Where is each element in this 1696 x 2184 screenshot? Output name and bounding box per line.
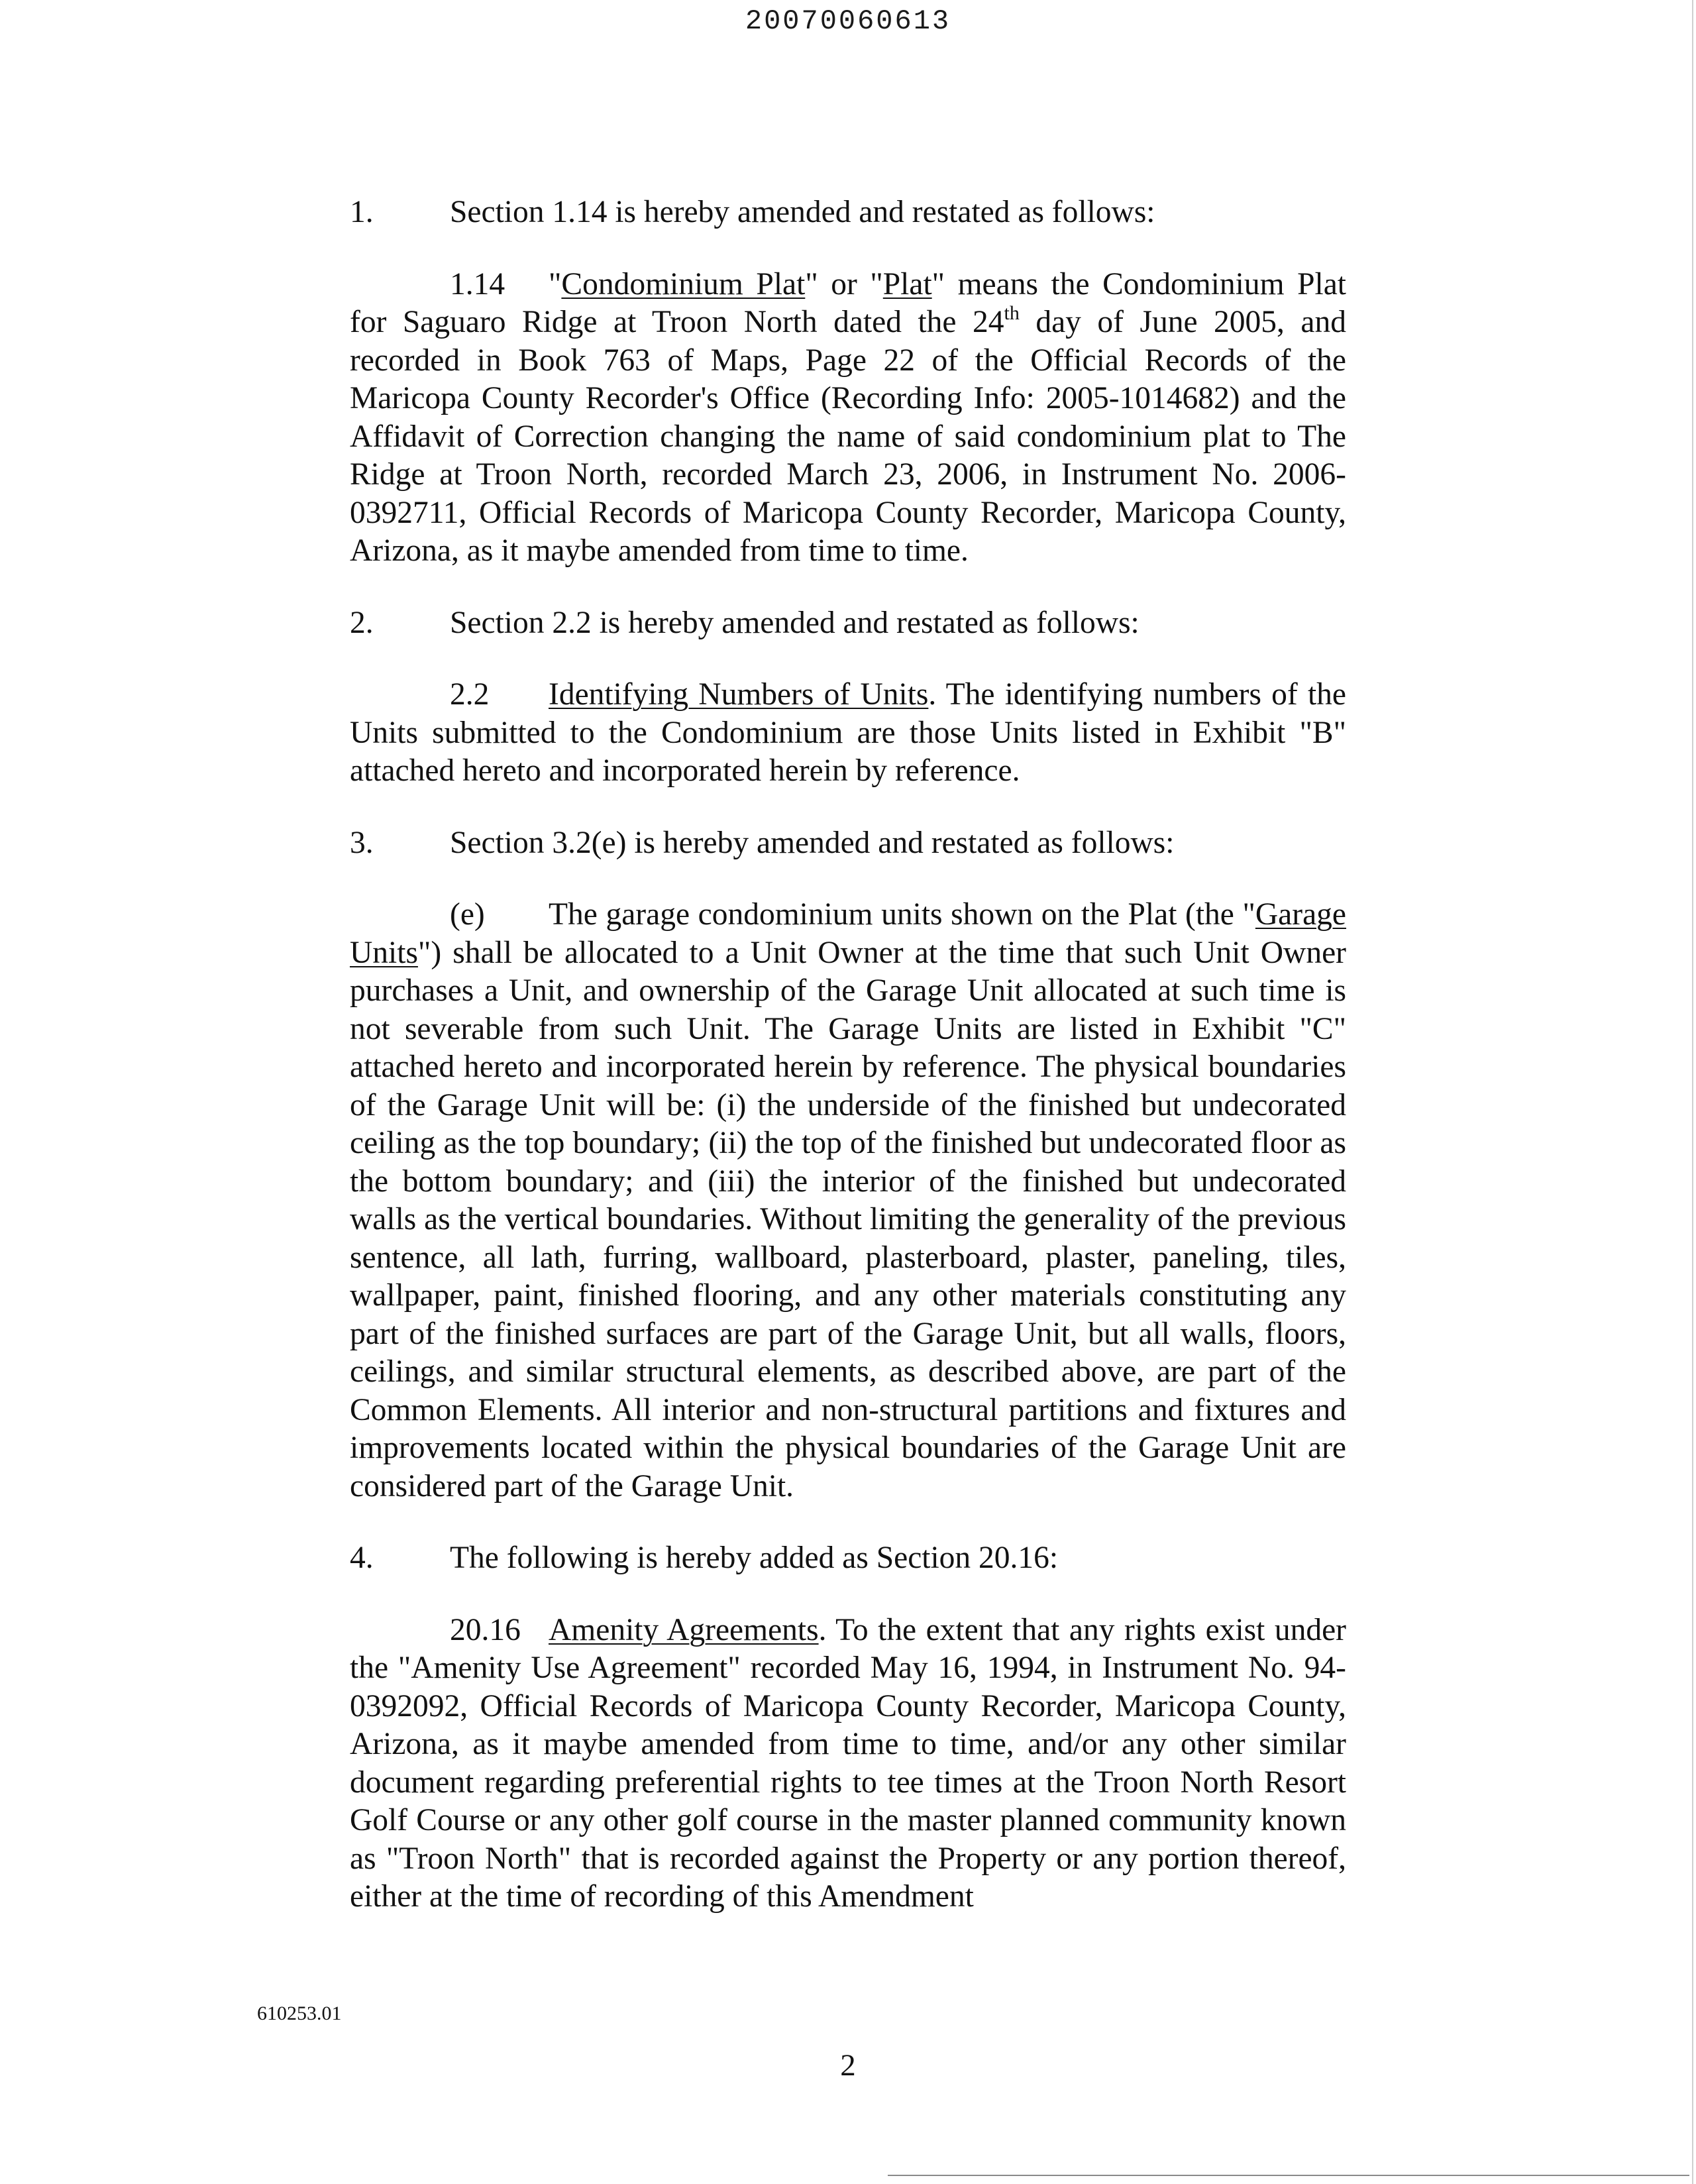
- section-title: Identifying Numbers of Units: [549, 677, 929, 712]
- section-number: 1.14: [450, 266, 505, 301]
- section-1-14-paragraph: 1.14 "Condominium Plat" or "Plat" means the Condominium Plat for Saguaro Ridge at Troon North dated the 24th day of June 2005, and recorded in Book 763 of Maps, Page 22 of the Official Records of the Maricopa County Recorder's Office (Recording Info: 2005-1014682) and the Affidavit of Correction changing the name of said condominium plat to The Ridge at Troon North, recorded March 23, 2006, in Instrument No. 2006-0392711, Official Records of Maricopa County Recorder, Maricopa County, Arizona, as it maybe amended from time to time.: [350, 266, 1346, 568]
- amendment-item-4: [350, 1539, 1346, 1578]
- item-intro: Section 2.2 is hereby amended and restated as follows:: [450, 605, 1140, 640]
- section-20-16-paragraph: 20.16 Amenity Agreements. To the extent that any rights exist under the "Amenity Use Agreement" recorded May 16, 1994, in Instrument No. 94-0392092, Official Records of Maricopa County Recorder, Maricopa County, Arizona, as it maybe amended from time to time, and/or any other similar document regarding preferential rights to tee times at the Troon North Resort Golf Course or any other golf course in the master planned community known as "Troon North" that is recorded against the Property or any portion thereof, either at the time of recording of this Amendment: [350, 1612, 1346, 1914]
- section-3-2e-paragraph: (e) The garage condominium units shown on the Plat (the "Garage Units") shall be allocated to a Unit Owner at the time that such Unit Owner purchases a Unit, and ownership of the Garage Unit allocated at such time is not severable from such Unit. The Garage Units are listed in Exhibit "C" attached hereto and incorporated herein by reference. The physical boundaries of the Garage Unit will be: (i) the underside of the finished but undecorated ceiling as the top boundary; (ii) the top of the finished but undecorated floor as the bottom boundary; and (iii) the interior of the finished but undecorated walls as the vertical boundaries. Without limiting the generality of the previous sentence, all lath, furring, wallboard, plasterboard, plaster, paneling, tiles, wallpaper, paint, finished flooring, and any other materials constituting any part of the finished surfaces are part of the Garage Unit, but all walls, floors, ceilings, and similar structural elements, as described above, are part of the Common Elements. All interior and non-structural partitions and fixtures and improvements located within the physical boundaries of the Garage Unit are considered part of the Garage Unit.: [350, 897, 1346, 1503]
- item-number: 1.: [350, 195, 374, 229]
- section-number: 20.16: [450, 1612, 521, 1647]
- item-number: 4.: [350, 1541, 374, 1575]
- section-number: (e): [450, 897, 485, 932]
- section-2-2-paragraph: 2.2 Identifying Numbers of Units. The identifying numbers of the Units submitted to the Condominium are those Units listed in Exhibit "B" attached hereto and incorporated herein by reference.: [350, 677, 1346, 788]
- document-id: 610253.01: [257, 2002, 342, 2024]
- item-number: 2.: [350, 605, 374, 640]
- page-number: 2: [840, 2048, 856, 2083]
- defined-term-plat: Plat: [882, 266, 932, 301]
- item-intro: Section 1.14 is hereby amended and restated as follows:: [450, 195, 1155, 229]
- amendment-item-2: [350, 604, 1346, 643]
- section-title: Amenity Agreements: [549, 1612, 819, 1647]
- document-body: [350, 193, 1346, 1916]
- section-number: 2.2: [450, 677, 490, 712]
- item-intro: Section 3.2(e) is hereby amended and restated as follows:: [450, 825, 1175, 860]
- recording-number: 20070060613: [745, 5, 951, 37]
- ordinal-suffix: th: [1004, 302, 1020, 324]
- scan-edge-bottom: [888, 2175, 1689, 2176]
- scan-edge-right: [1692, 0, 1693, 2184]
- defined-term-condominium-plat: Condominium Plat: [561, 266, 806, 301]
- amendment-item-1: [350, 193, 1346, 232]
- defined-term-garage-units: Garage Units: [350, 897, 1346, 970]
- item-number: 3.: [350, 825, 374, 860]
- item-intro: The following is hereby added as Section 20.16:: [450, 1541, 1059, 1575]
- amendment-item-3: [350, 824, 1346, 863]
